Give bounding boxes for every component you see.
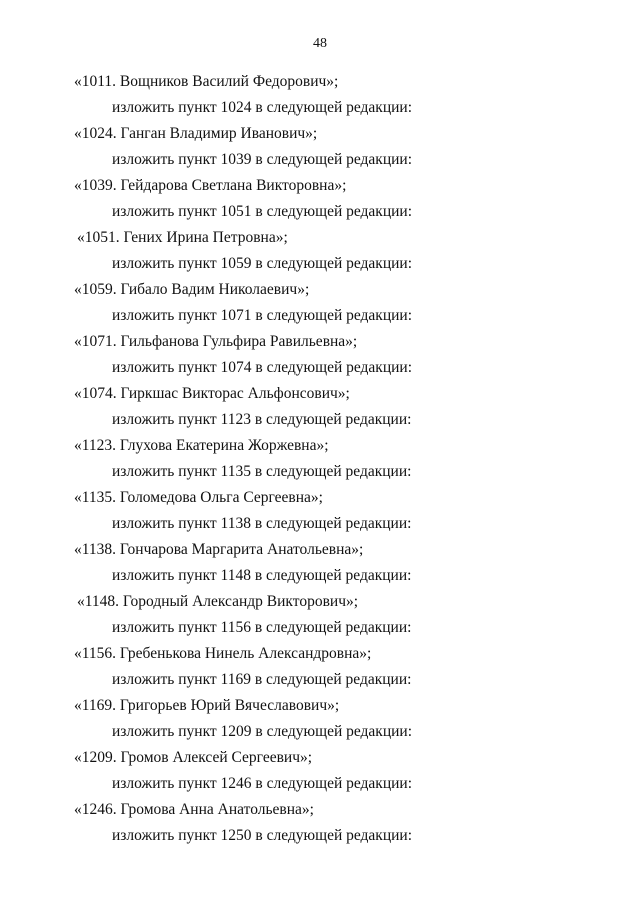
list-entry: «1169. Григорьев Юрий Вячеславович»;	[74, 697, 340, 714]
list-entry: «1039. Гейдарова Светлана Викторовна»;	[74, 177, 347, 194]
list-entry: «1024. Ганган Владимир Иванович»;	[74, 125, 318, 142]
instruction-line: изложить пункт 1123 в следующей редакции:	[112, 411, 412, 428]
instruction-line: изложить пункт 1024 в следующей редакции:	[112, 99, 413, 116]
instruction-line: изложить пункт 1051 в следующей редакции:	[112, 203, 413, 220]
instruction-line: изложить пункт 1169 в следующей редакции:	[112, 671, 412, 688]
list-entry: «1051. Гених Ирина Петровна»;	[77, 229, 288, 246]
instruction-line: изложить пункт 1074 в следующей редакции:	[112, 359, 413, 376]
list-entry: «1246. Громова Анна Анатольевна»;	[74, 801, 314, 818]
list-entry: «1138. Гончарова Маргарита Анатольевна»;	[74, 541, 364, 558]
instruction-line: изложить пункт 1138 в следующей редакции:	[112, 515, 412, 532]
instruction-line: изложить пункт 1250 в следующей редакции:	[112, 827, 413, 844]
instruction-line: изложить пункт 1156 в следующей редакции:	[112, 619, 412, 636]
instruction-line: изложить пункт 1148 в следующей редакции:	[112, 567, 412, 584]
instruction-line: изложить пункт 1209 в следующей редакции:	[112, 723, 413, 740]
page-number: 48	[313, 36, 327, 51]
list-entry: «1156. Гребенькова Нинель Александровна»;	[74, 645, 372, 662]
instruction-line: изложить пункт 1246 в следующей редакции:	[112, 775, 413, 792]
document-body	[0, 69, 640, 849]
instruction-line: изложить пункт 1135 в следующей редакции:	[112, 463, 412, 480]
list-entry: «1209. Громов Алексей Сергеевич»;	[74, 749, 313, 766]
instruction-line: изложить пункт 1059 в следующей редакции:	[112, 255, 413, 272]
list-entry: «1135. Голомедова Ольга Сергеевна»;	[74, 489, 323, 506]
list-entry: «1148. Городный Александр Викторович»;	[77, 593, 359, 610]
list-entry: «1071. Гильфанова Гульфира Равильевна»;	[74, 333, 358, 350]
instruction-line: изложить пункт 1039 в следующей редакции:	[112, 151, 413, 168]
list-entry: «1059. Гибало Вадим Николаевич»;	[74, 281, 310, 298]
list-entry: «1011. Вощников Василий Федорович»;	[74, 73, 339, 90]
instruction-line: изложить пункт 1071 в следующей редакции:	[112, 307, 413, 324]
list-entry: «1123. Глухова Екатерина Жоржевна»;	[74, 437, 329, 454]
list-entry: «1074. Гиркшас Викторас Альфонсович»;	[74, 385, 350, 402]
